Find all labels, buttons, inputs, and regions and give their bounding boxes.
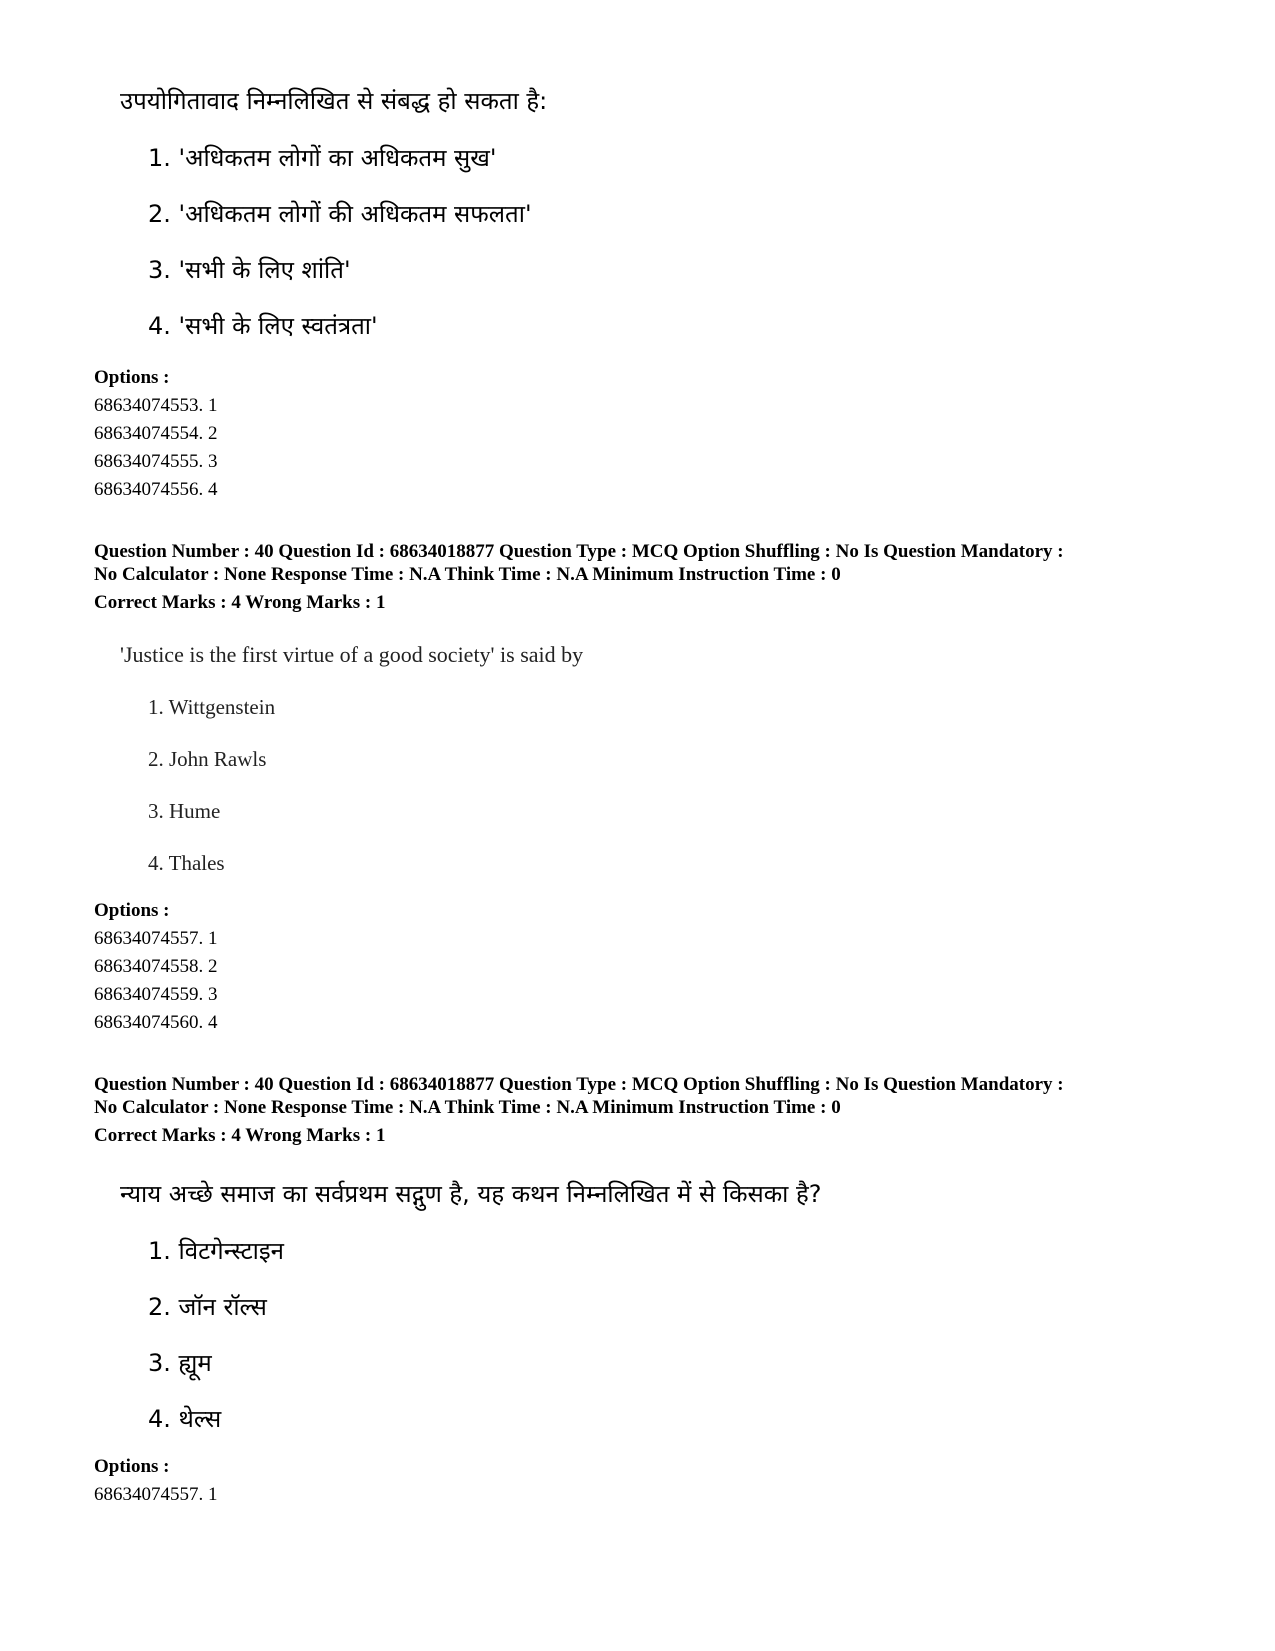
question-choice: 4. 'सभी के लिए स्वतंत्रता' <box>148 312 378 340</box>
option-id: 68634074557. 1 <box>94 928 218 949</box>
question-choice: 4. Thales <box>148 851 225 875</box>
question-stem: उपयोगितावाद निम्नलिखित से संबद्ध हो सकता है: <box>120 87 548 115</box>
question-choice: 1. Wittgenstein <box>148 695 276 719</box>
question-stem: 'Justice is the first virtue of a good society' is said by <box>120 642 584 667</box>
question-meta-line: No Calculator : None Response Time : N.A Think Time : N.A Minimum Instruction Time : 0 <box>94 1097 841 1118</box>
question-marks: Correct Marks : 4 Wrong Marks : 1 <box>94 1125 386 1146</box>
option-id: 68634074553. 1 <box>94 395 218 416</box>
option-id: 68634074559. 3 <box>94 984 218 1005</box>
question-choice: 1. विटगेन्स्टाइन <box>148 1237 284 1265</box>
question-meta-line: No Calculator : None Response Time : N.A Think Time : N.A Minimum Instruction Time : 0 <box>94 564 841 585</box>
question-choice: 4. थेल्स <box>148 1405 222 1433</box>
options-label: Options : <box>94 900 170 921</box>
question-choice: 3. 'सभी के लिए शांति' <box>148 256 351 284</box>
question-choice: 2. जॉन रॉल्स <box>148 1293 267 1321</box>
question-choice: 2. 'अधिकतम लोगों की अधिकतम सफलता' <box>148 200 532 228</box>
question-marks: Correct Marks : 4 Wrong Marks : 1 <box>94 592 386 613</box>
options-label: Options : <box>94 367 170 388</box>
option-id: 68634074554. 2 <box>94 423 218 444</box>
option-id: 68634074560. 4 <box>94 1012 218 1033</box>
question-choice: 3. ह्यूम <box>148 1349 212 1377</box>
question-stem: न्याय अच्छे समाज का सर्वप्रथम सद्गुण है, यह कथन निम्नलिखित में से किसका है? <box>120 1180 822 1208</box>
option-id: 68634074556. 4 <box>94 479 218 500</box>
question-meta-line: Question Number : 40 Question Id : 68634018877 Question Type : MCQ Option Shuffling : No Is Question Mandatory : <box>94 541 1064 562</box>
question-meta-line: Question Number : 40 Question Id : 68634018877 Question Type : MCQ Option Shuffling : No Is Question Mandatory : <box>94 1074 1064 1095</box>
question-choice: 1. 'अधिकतम लोगों का अधिकतम सुख' <box>148 144 497 172</box>
question-choice: 3. Hume <box>148 799 221 823</box>
option-id: 68634074557. 1 <box>94 1484 218 1505</box>
options-label: Options : <box>94 1456 170 1477</box>
option-id: 68634074558. 2 <box>94 956 218 977</box>
option-id: 68634074555. 3 <box>94 451 218 472</box>
question-choice: 2. John Rawls <box>148 747 267 771</box>
